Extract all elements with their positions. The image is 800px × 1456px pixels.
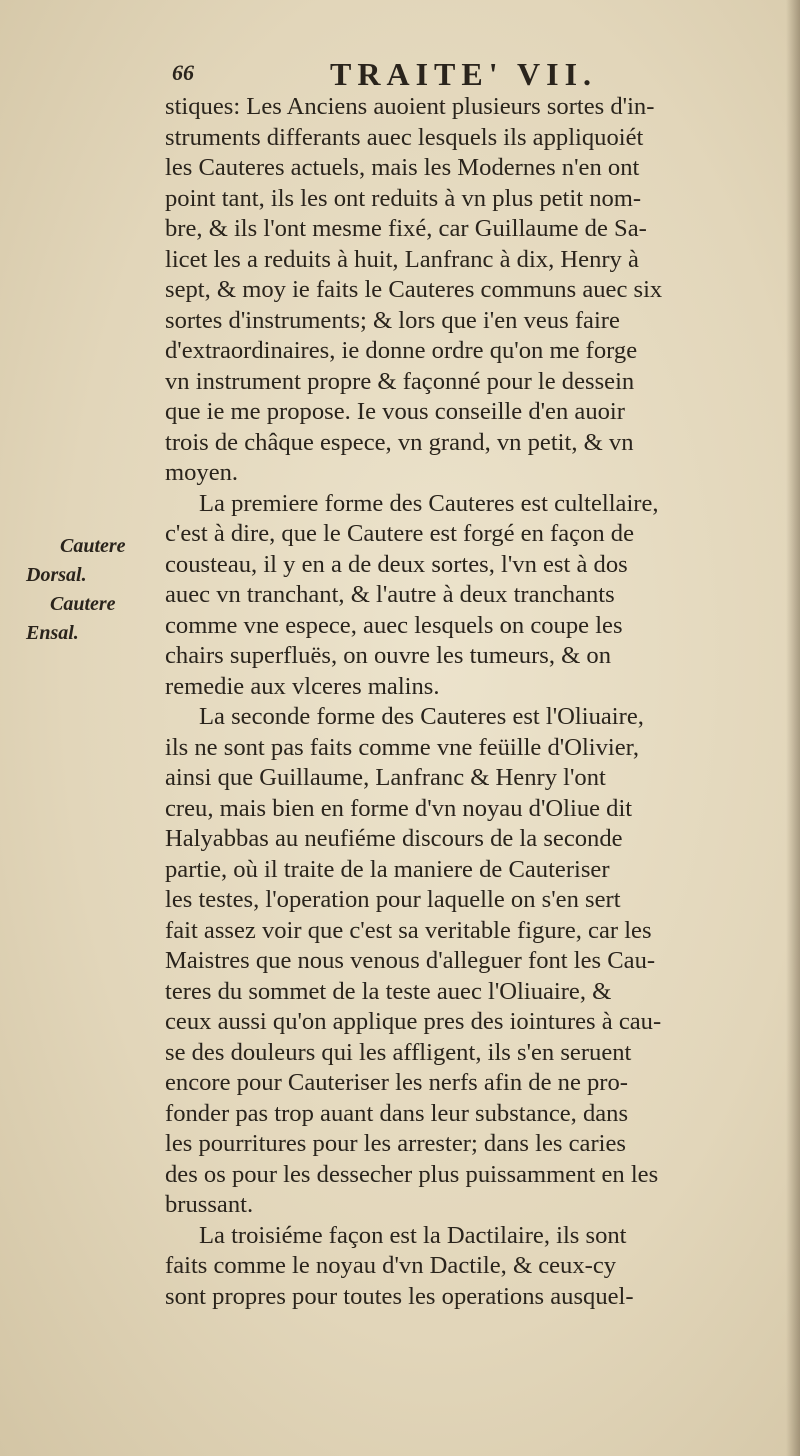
page-edge-shadow xyxy=(786,0,800,1456)
text-line: sept, & moy ie faits le Cauteres communs auec six xyxy=(165,276,663,303)
text-line: c'est à dire, que le Cautere est forgé en façon de xyxy=(165,520,634,547)
paragraph-start-line: La premiere forme des Cauteres est cultellaire, xyxy=(199,489,659,517)
margin-note-ensal: Ensal. xyxy=(26,622,79,644)
margin-note-cautere-dorsal: Cautere xyxy=(60,535,126,557)
text-line: se des douleurs qui les affligent, ils s'en seruent xyxy=(165,1038,632,1066)
paragraph-start-line: La seconde forme des Cauteres est l'Oliuaire, xyxy=(199,703,644,730)
margin-note-dorsal: Dorsal. xyxy=(26,564,87,586)
text-line: que ie me propose. Ie vous conseille d'en auoir xyxy=(165,398,625,425)
page-header xyxy=(170,56,770,92)
text-line: sont propres pour toutes les operations ausquel- xyxy=(165,1282,634,1310)
page-number: 66 xyxy=(172,60,194,85)
text-line: encore pour Cauteriser les nerfs afin de ne pro- xyxy=(165,1069,628,1096)
margin-notes xyxy=(18,532,148,648)
text-line: d'extraordinaires, ie donne ordre qu'on me forge xyxy=(165,337,638,364)
text-line: les Cauteres actuels, mais les Modernes n'en ont xyxy=(165,154,640,181)
paragraph-start-line: La troisiéme façon est la Dactilaire, ils sont xyxy=(199,1221,627,1249)
text-line: ils ne sont pas faits comme vne feüille d'Olivier, xyxy=(165,733,640,761)
text-line: les pourritures pour les arrester; dans les caries xyxy=(165,1130,626,1157)
text-line: licet les a reduits à huit, Lanfranc à dix, Henry à xyxy=(165,245,639,273)
text-line: auec vn tranchant, & l'autre à deux tranchants xyxy=(165,581,615,608)
text-line: fait assez voir que c'est sa veritable figure, car les xyxy=(165,916,652,944)
text-line: Maistres que nous venous d'alleguer font les Cau- xyxy=(165,947,656,974)
text-line: trois de châque espece, vn grand, vn petit, & vn xyxy=(165,428,634,456)
text-line: chairs superfluës, on ouvre les tumeurs, & on xyxy=(165,642,612,669)
text-line: moyen. xyxy=(165,459,239,486)
text-line: fonder pas trop auant dans leur substance, dans xyxy=(165,1099,629,1127)
text-line: remedie aux vlceres malins. xyxy=(165,672,440,700)
text-line: ceux aussi qu'on applique pres des iointures à cau- xyxy=(165,1008,662,1035)
text-line: Halyabbas au neufiéme discours de la seconde xyxy=(165,825,623,852)
text-line: creu, mais bien en forme d'vn noyau d'Oliue dit xyxy=(165,794,633,822)
running-title: TRAITE' VII. xyxy=(330,56,598,92)
text-line: comme vne espece, auec lesquels on coupe les xyxy=(165,611,623,639)
text-line: ainsi que Guillaume, Lanfranc & Henry l'ont xyxy=(165,764,606,791)
text-line: stiques: Les Anciens auoient plusieurs sortes d'in- xyxy=(165,93,655,120)
margin-note-cautere-ensal: Cautere xyxy=(50,593,116,615)
text-line: brussant. xyxy=(165,1191,254,1218)
text-line: vn instrument propre & façonné pour le dessein xyxy=(165,367,635,395)
body-text xyxy=(165,92,777,1312)
text-line: faits comme le noyau d'vn Dactile, & ceux-cy xyxy=(165,1252,617,1279)
text-line: partie, où il traite de la maniere de Cauteriser xyxy=(165,855,610,883)
text-line: des os pour les dessecher plus puissamment en les xyxy=(165,1160,659,1188)
text-line: les testes, l'operation pour laquelle on s'en sert xyxy=(165,886,621,913)
text-line: point tant, ils les ont reduits à vn plus petit nom- xyxy=(165,184,642,212)
text-line: sortes d'instruments; & lors que i'en veus faire xyxy=(165,306,620,334)
text-line: cousteau, il y en a de deux sortes, l'vn est à dos xyxy=(165,550,628,578)
text-line: teres du sommet de la teste auec l'Oliuaire, & xyxy=(165,977,612,1005)
text-line: bre, & ils l'ont mesme fixé, car Guillaume de Sa- xyxy=(165,215,647,242)
text-line: struments differants auec lesquels ils appliquoiét xyxy=(165,123,644,151)
